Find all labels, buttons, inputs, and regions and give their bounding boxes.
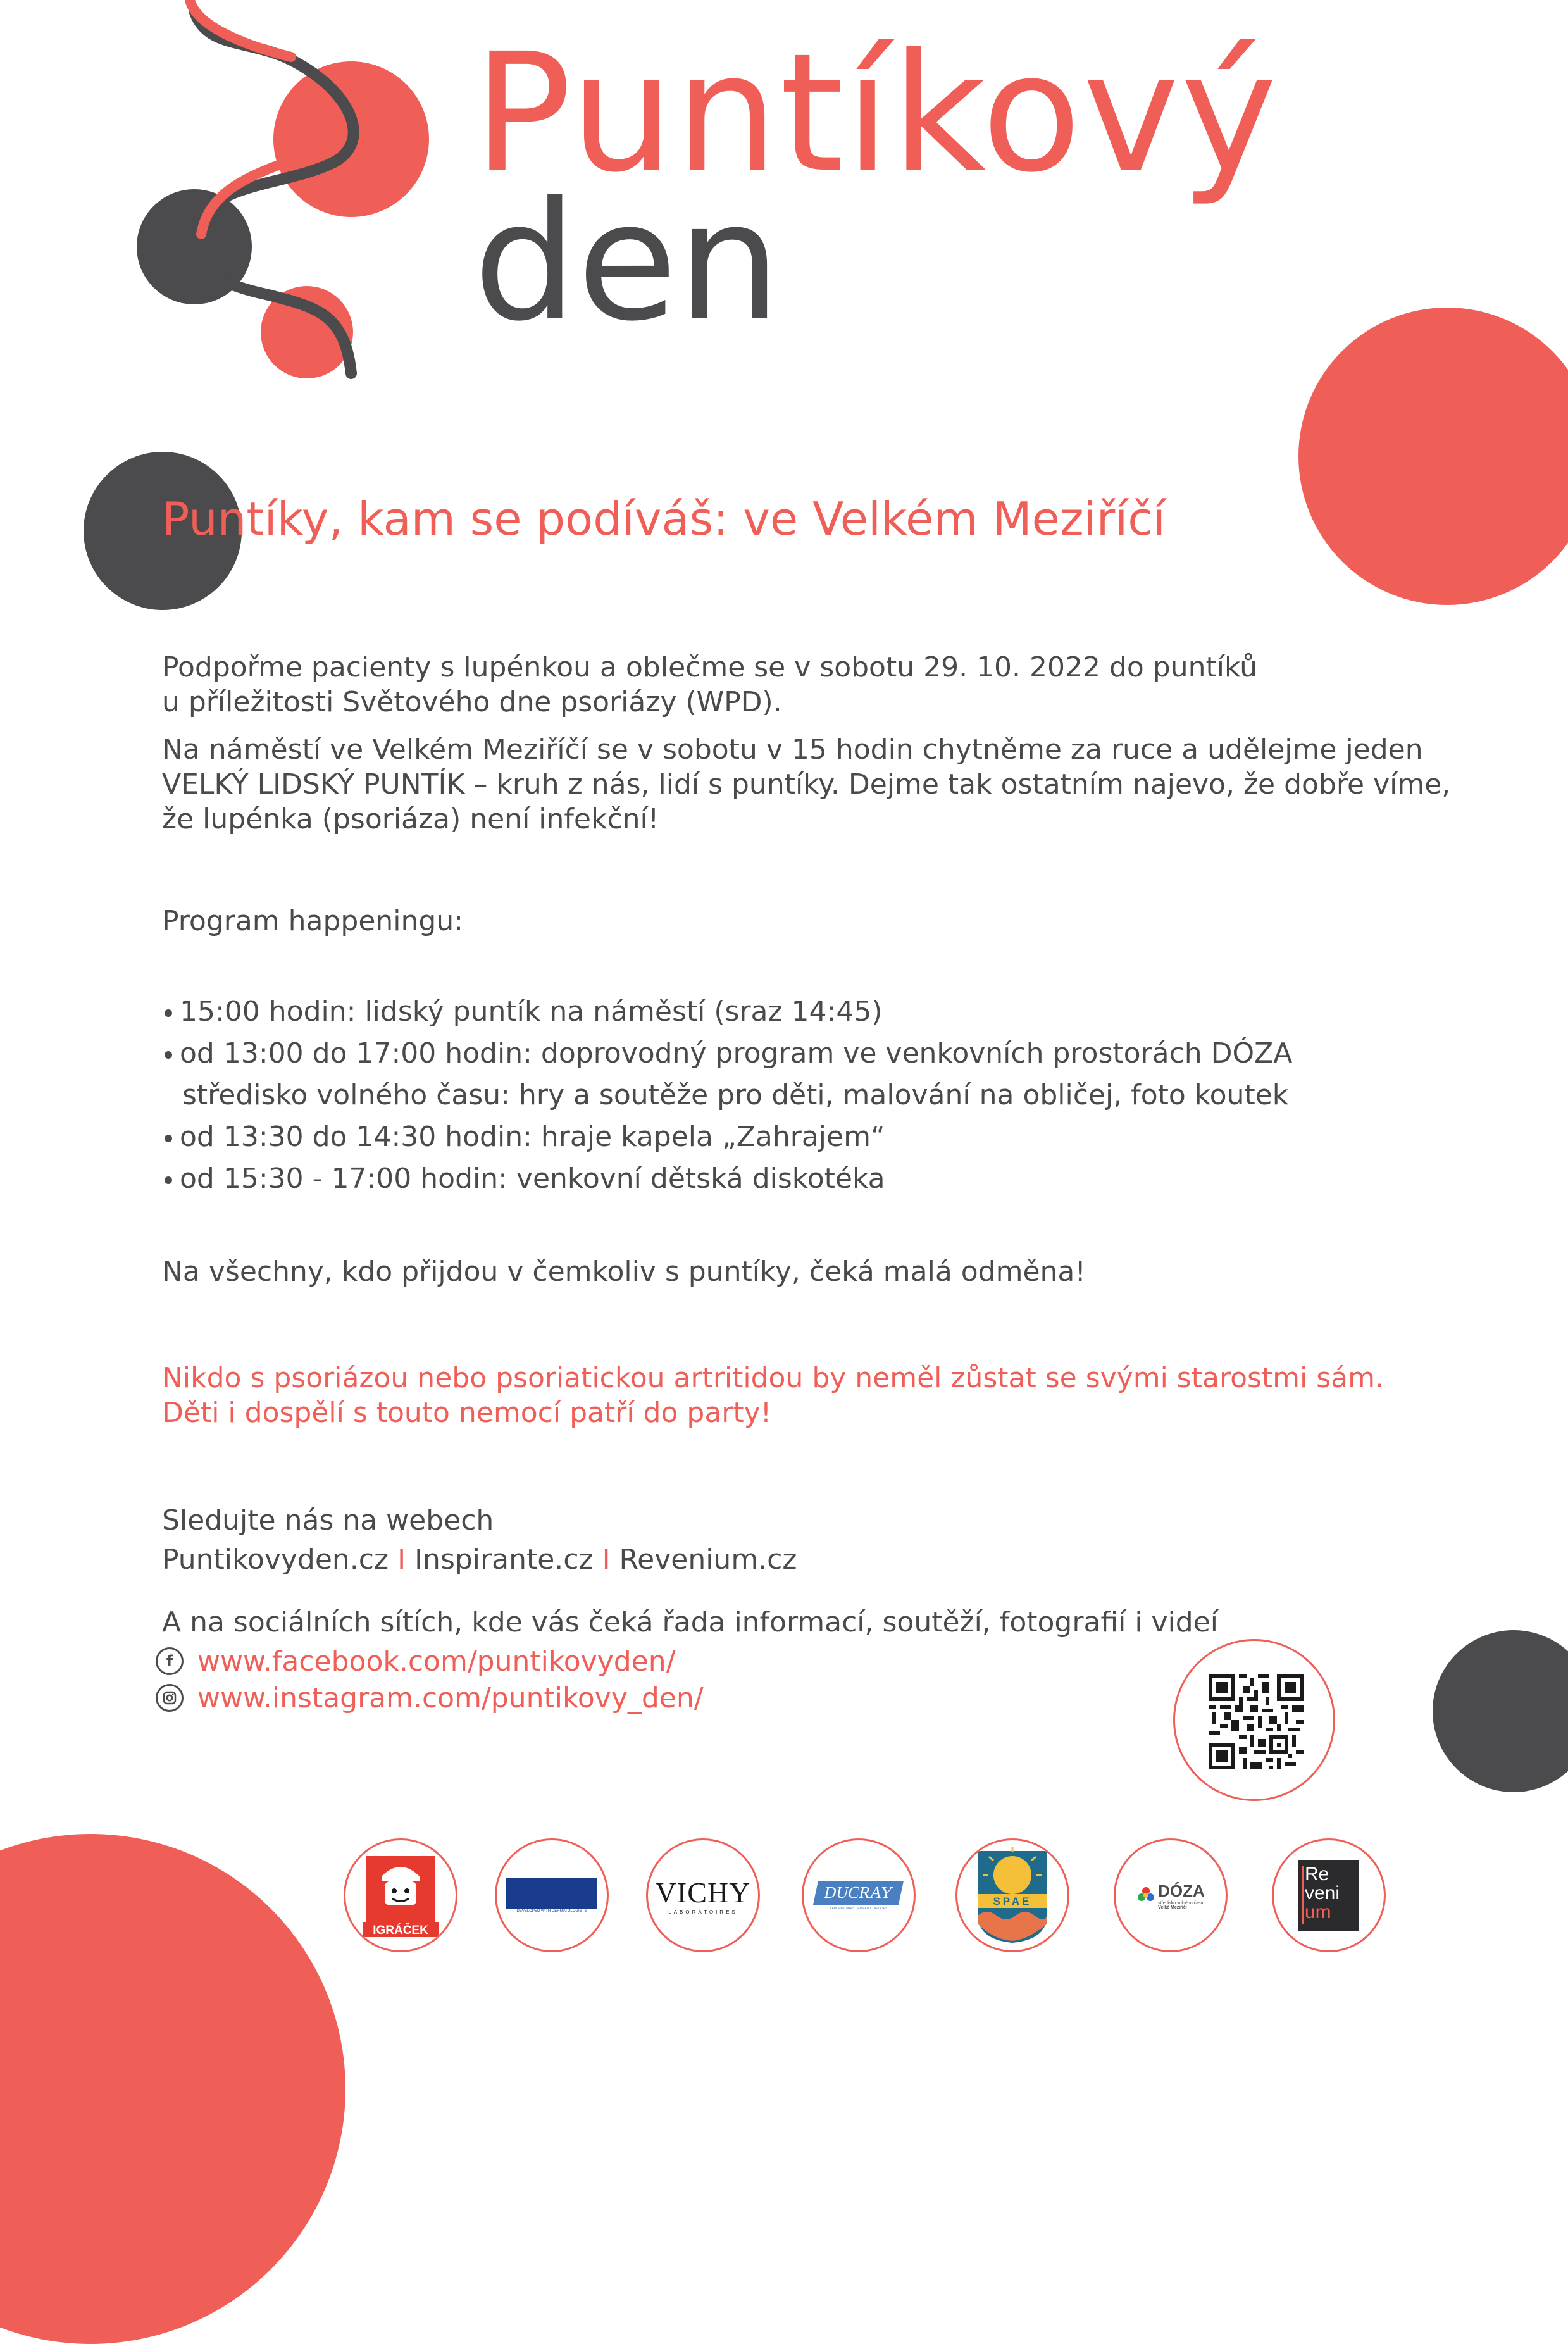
- web-link-inspirante[interactable]: Inspirante.cz: [414, 1543, 594, 1576]
- svg-text:IGRÁČEK: IGRÁČEK: [373, 1924, 428, 1937]
- facebook-row: [156, 1643, 675, 1679]
- callout-line: Děti i dospělí s touto nemocí patří do party!: [162, 1397, 772, 1429]
- partner-logo-vichy[interactable]: VICHY LABORATOIRES: [646, 1838, 760, 1952]
- svg-text:SPAE: SPAE: [993, 1895, 1032, 1907]
- igracek-logo: [359, 1851, 442, 1940]
- qr-code-icon: [1209, 1674, 1304, 1769]
- callout-line: Nikdo s psoriázou nebo psoriatickou artritidou by neměl zůstat se svými starostmi sám.: [162, 1362, 1384, 1394]
- partner-logo-doza[interactable]: DÓZA středisko volného času Velké Meziříčí: [1114, 1838, 1228, 1952]
- page-title: Puntíkový: [473, 18, 1279, 208]
- separator: I: [602, 1543, 611, 1576]
- bullet-icon: [165, 1176, 172, 1184]
- instagram-link[interactable]: www.instagram.com/puntikovy_den/: [197, 1681, 704, 1714]
- facebook-icon: f: [156, 1647, 184, 1675]
- logo-mark: [0, 0, 443, 405]
- intro-line: Na náměstí ve Velkém Meziříčí se v sobotu v 15 hodin chytněme za ruce a udělejme jeden: [162, 733, 1423, 766]
- decor-circle-right: [1298, 308, 1568, 605]
- spae-logo: [965, 1845, 1060, 1946]
- program-heading: Program happeningu:: [162, 905, 464, 937]
- partner-logo-ducray[interactable]: DUCRAY LABORATOIRES DERMATOLOGIQUES: [802, 1838, 916, 1952]
- intro-line: že lupénka (psoriáza) není infekční!: [162, 803, 659, 835]
- cerave-wordmark: CeraVe: [506, 1878, 597, 1909]
- bullet-icon: [165, 1009, 172, 1017]
- web-heading: Sledujte nás na webech: [162, 1504, 494, 1537]
- decor-circle-bottom-left: [0, 1834, 345, 2344]
- web-link-puntikovyden[interactable]: Puntikovyden.cz: [162, 1543, 389, 1576]
- partner-logo-revenium[interactable]: Re veni um: [1272, 1838, 1386, 1952]
- partner-logo-spae[interactable]: [955, 1838, 1069, 1952]
- reward-text: Na všechny, kdo přijdou v čemkoliv s puntíky, čeká malá odměna!: [162, 1256, 1086, 1288]
- partner-logo-igracek[interactable]: [344, 1838, 457, 1952]
- facebook-link[interactable]: www.facebook.com/puntikovyden/: [197, 1645, 676, 1678]
- list-item: od 13:30 do 14:30 hodin: hraje kapela „Zahrajem“: [162, 1116, 1292, 1158]
- decor-circle-right-lower: [1433, 1630, 1568, 1792]
- bullet-icon: [165, 1051, 172, 1059]
- doza-icon: [1136, 1886, 1155, 1905]
- social-heading: A na sociálních sítích, kde vás čeká řada informací, soutěží, fotografií i videí: [162, 1606, 1219, 1638]
- page-title-sub: den: [473, 167, 781, 357]
- list-item: 15:00 hodin: lidský puntík na náměstí (sraz 14:45): [162, 991, 1292, 1033]
- bullet-icon: [165, 1135, 172, 1142]
- separator: I: [397, 1543, 406, 1576]
- qr-code[interactable]: [1173, 1639, 1335, 1801]
- event-subtitle: Puntíky, kam se podíváš: ve Velkém Meziříčí: [162, 492, 1166, 545]
- intro-line: u příležitosti Světového dne psoriázy (WPD).: [162, 686, 782, 718]
- program-list: [162, 991, 1292, 1200]
- web-links: [162, 1542, 797, 1577]
- partner-logo-cerave[interactable]: CeraVe DEVELOPED WITH DERMATOLOGISTS: [495, 1838, 609, 1952]
- list-item: od 15:30 - 17:00 hodin: venkovní dětská diskotéka: [162, 1158, 1292, 1200]
- list-item-continuation: středisko volného času: hry a soutěže pro děti, malování na obličej, foto koutek: [182, 1079, 1289, 1111]
- instagram-row: [156, 1680, 704, 1716]
- intro-line: VELKÝ LIDSKÝ PUNTÍK – kruh z nás, lidí s puntíky. Dejme tak ostatním najevo, že dobře víme,: [162, 768, 1451, 801]
- web-link-revenium[interactable]: Revenium.cz: [619, 1543, 797, 1576]
- list-item: od 13:00 do 17:00 hodin: doprovodný program ve venkovních prostorách DÓZA: [162, 1033, 1292, 1075]
- instagram-icon: [156, 1684, 184, 1712]
- intro-line: Podpořme pacienty s lupénkou a oblečme se v sobotu 29. 10. 2022 do puntíků: [162, 651, 1257, 683]
